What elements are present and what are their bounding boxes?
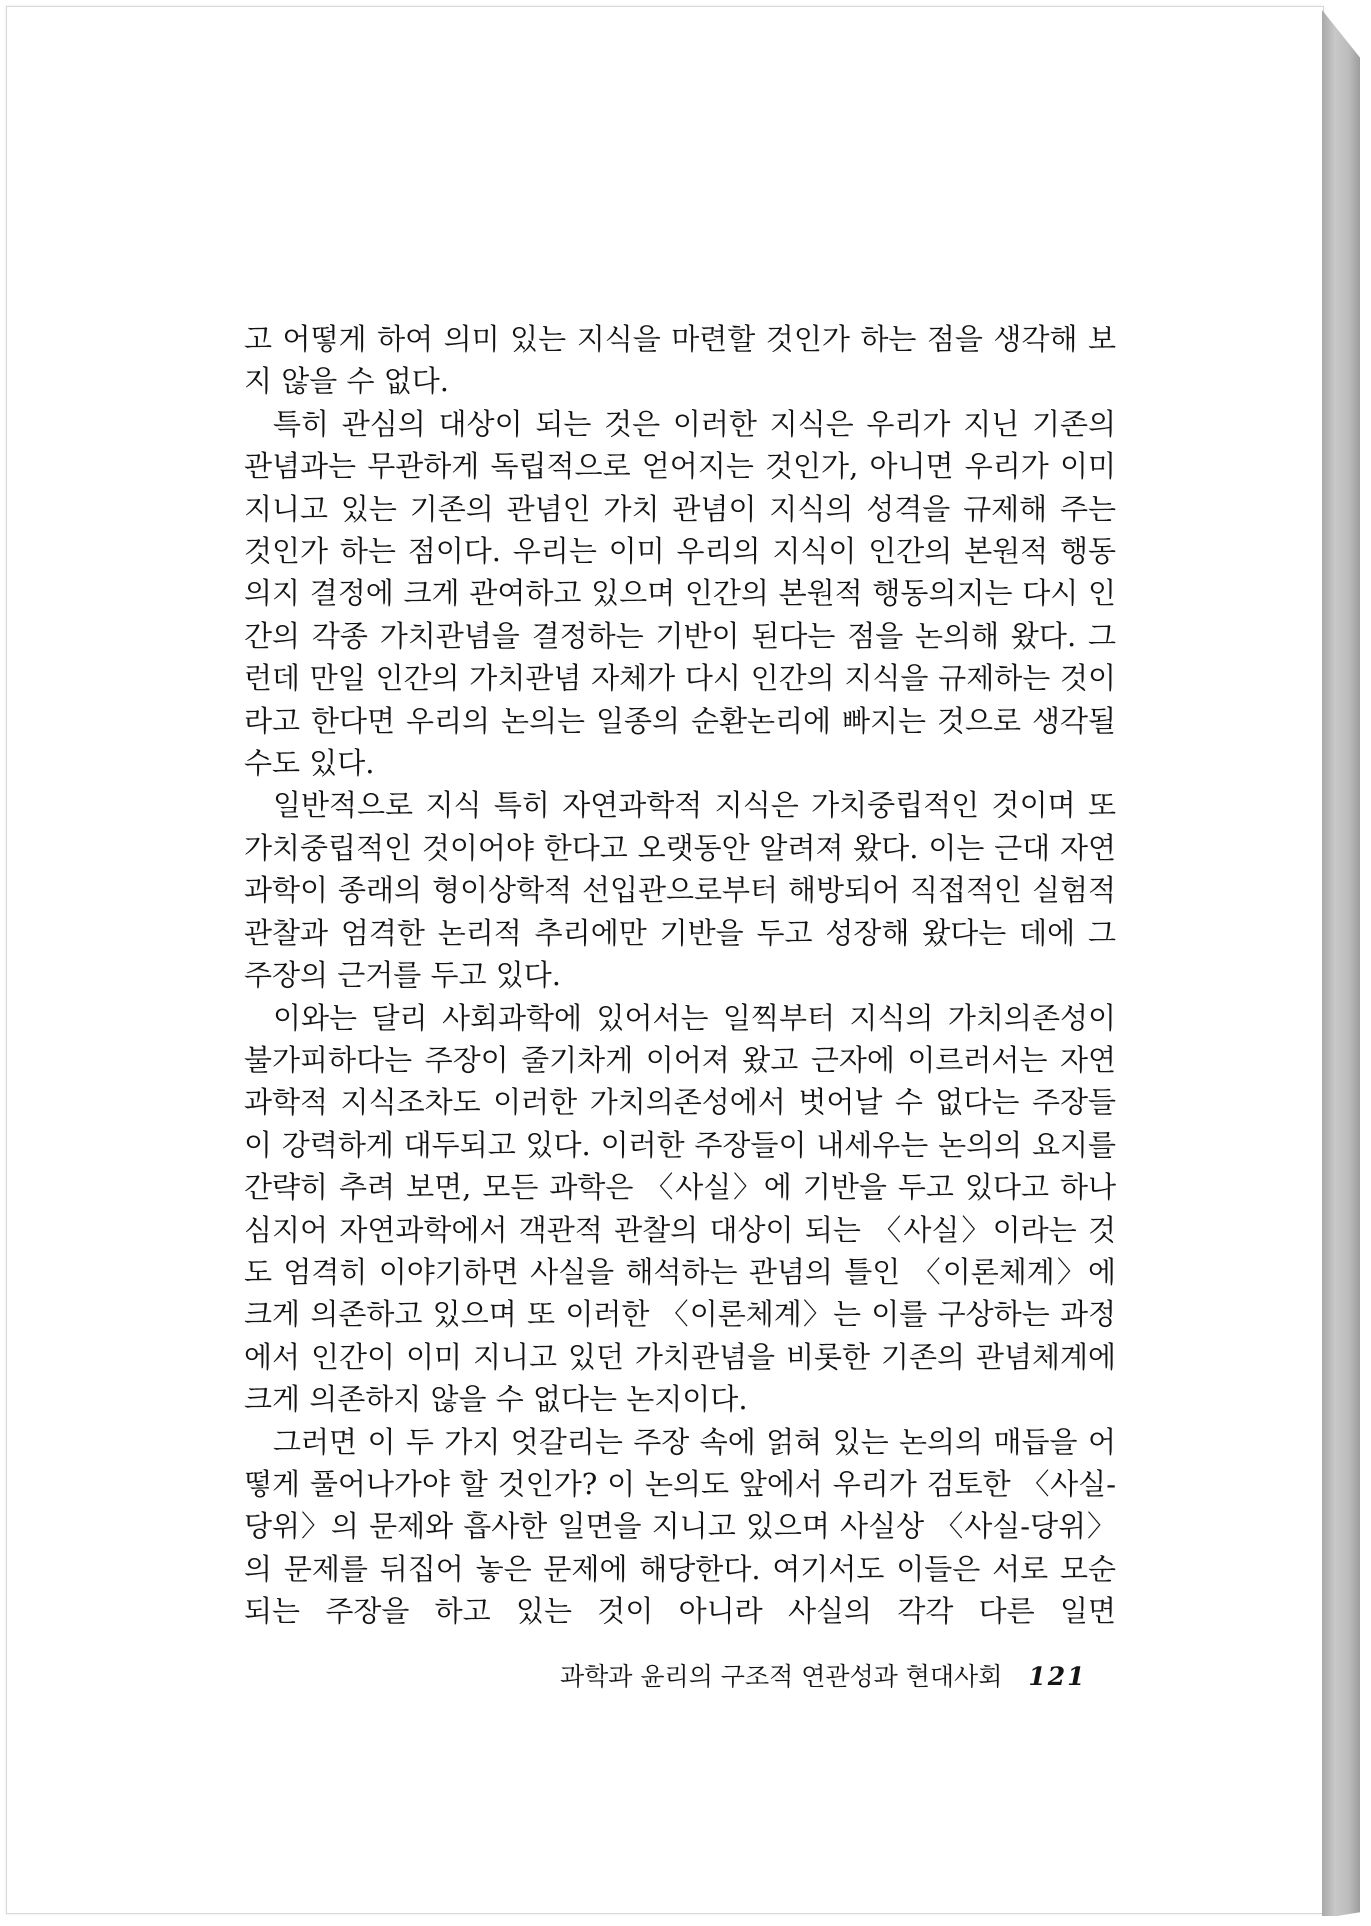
paragraph: 일반적으로 지식 특히 자연과학적 지식은 가치중립적인 것이며 또 가치중립적인 것이어야 한다고 오랫동안 알려져 왔다. 이는 근대 자연과학이 종래의 형이상학적 선입관으로부터 해방되어 직접적인 실험적 관찰과 엄격한 논리적 추리에만 기반을 두고 성장해 왔다는 데에 그 주장의 근거를 두고 있다. bbox=[244, 788, 1116, 993]
paragraph: 고 어떻게 하여 의미 있는 지식을 마련할 것인가 하는 점을 생각해 보지 않을 수 없다. bbox=[244, 322, 1116, 399]
page-footer bbox=[560, 1657, 1100, 1693]
paragraph: 그러면 이 두 가지 엇갈리는 주장 속에 얽혀 있는 논의의 매듭을 어떻게 풀어나가야 할 것인가? 이 논의도 앞에서 우리가 검토한 〈사실-당위〉의 문제와 흡사한 일면을 지니고 있으며 사실상 〈사실-당위〉의 문제를 뒤집어 놓은 문제에 해당한다. 여기서도 이들은 서로 모순되는 주장을 하고 있는 것이 아니라 사실의 각각 다른 일면 bbox=[244, 1424, 1116, 1629]
page-number: 121 bbox=[1028, 1662, 1087, 1691]
body-text bbox=[244, 318, 1116, 1633]
running-title: 과학과 윤리의 구조적 연관성과 현대사회 bbox=[560, 1662, 1003, 1691]
paragraph: 이와는 달리 사회과학에 있어서는 일찍부터 지식의 가치의존성이 불가피하다는 주장이 줄기차게 이어져 왔고 근자에 이르러서는 자연과학적 지식조차도 이러한 가치의존성에서 벗어날 수 없다는 주장들이 강력하게 대두되고 있다. 이러한 주장들이 내세우는 논의의 요지를 간략히 추려 보면, 모든 과학은 〈사실〉에 기반을 두고 있다고 하나 심지어 자연과학에서 객관적 관찰의 대상이 되는 〈사실〉이라는 것도 엄격히 이야기하면 사실을 해석하는 관념의 틀인 〈이론체계〉에 크게 의존하고 있으며 또 이러한 〈이론체계〉는 이를 구상하는 과정에서 인간이 이미 지니고 있던 가치관념을 비롯한 기존의 관념체계에 크게 의존하지 않을 수 없다는 논지이다. bbox=[244, 1000, 1116, 1417]
page-edge bbox=[1322, 10, 1360, 1916]
paragraph: 특히 관심의 대상이 되는 것은 이러한 지식은 우리가 지닌 기존의 관념과는 무관하게 독립적으로 얻어지는 것인가, 아니면 우리가 이미 지니고 있는 기존의 관념인 가치 관념이 지식의 성격을 규제해 주는 것인가 하는 점이다. 우리는 이미 우리의 지식이 인간의 본원적 행동의지 결정에 크게 관여하고 있으며 인간의 본원적 행동의지는 다시 인간의 각종 가치관념을 결정하는 기반이 된다는 점을 논의해 왔다. 그런데 만일 인간의 가치관념 자체가 다시 인간의 지식을 규제하는 것이라고 한다면 우리의 논의는 일종의 순환논리에 빠지는 것으로 생각될 수도 있다. bbox=[244, 406, 1116, 781]
